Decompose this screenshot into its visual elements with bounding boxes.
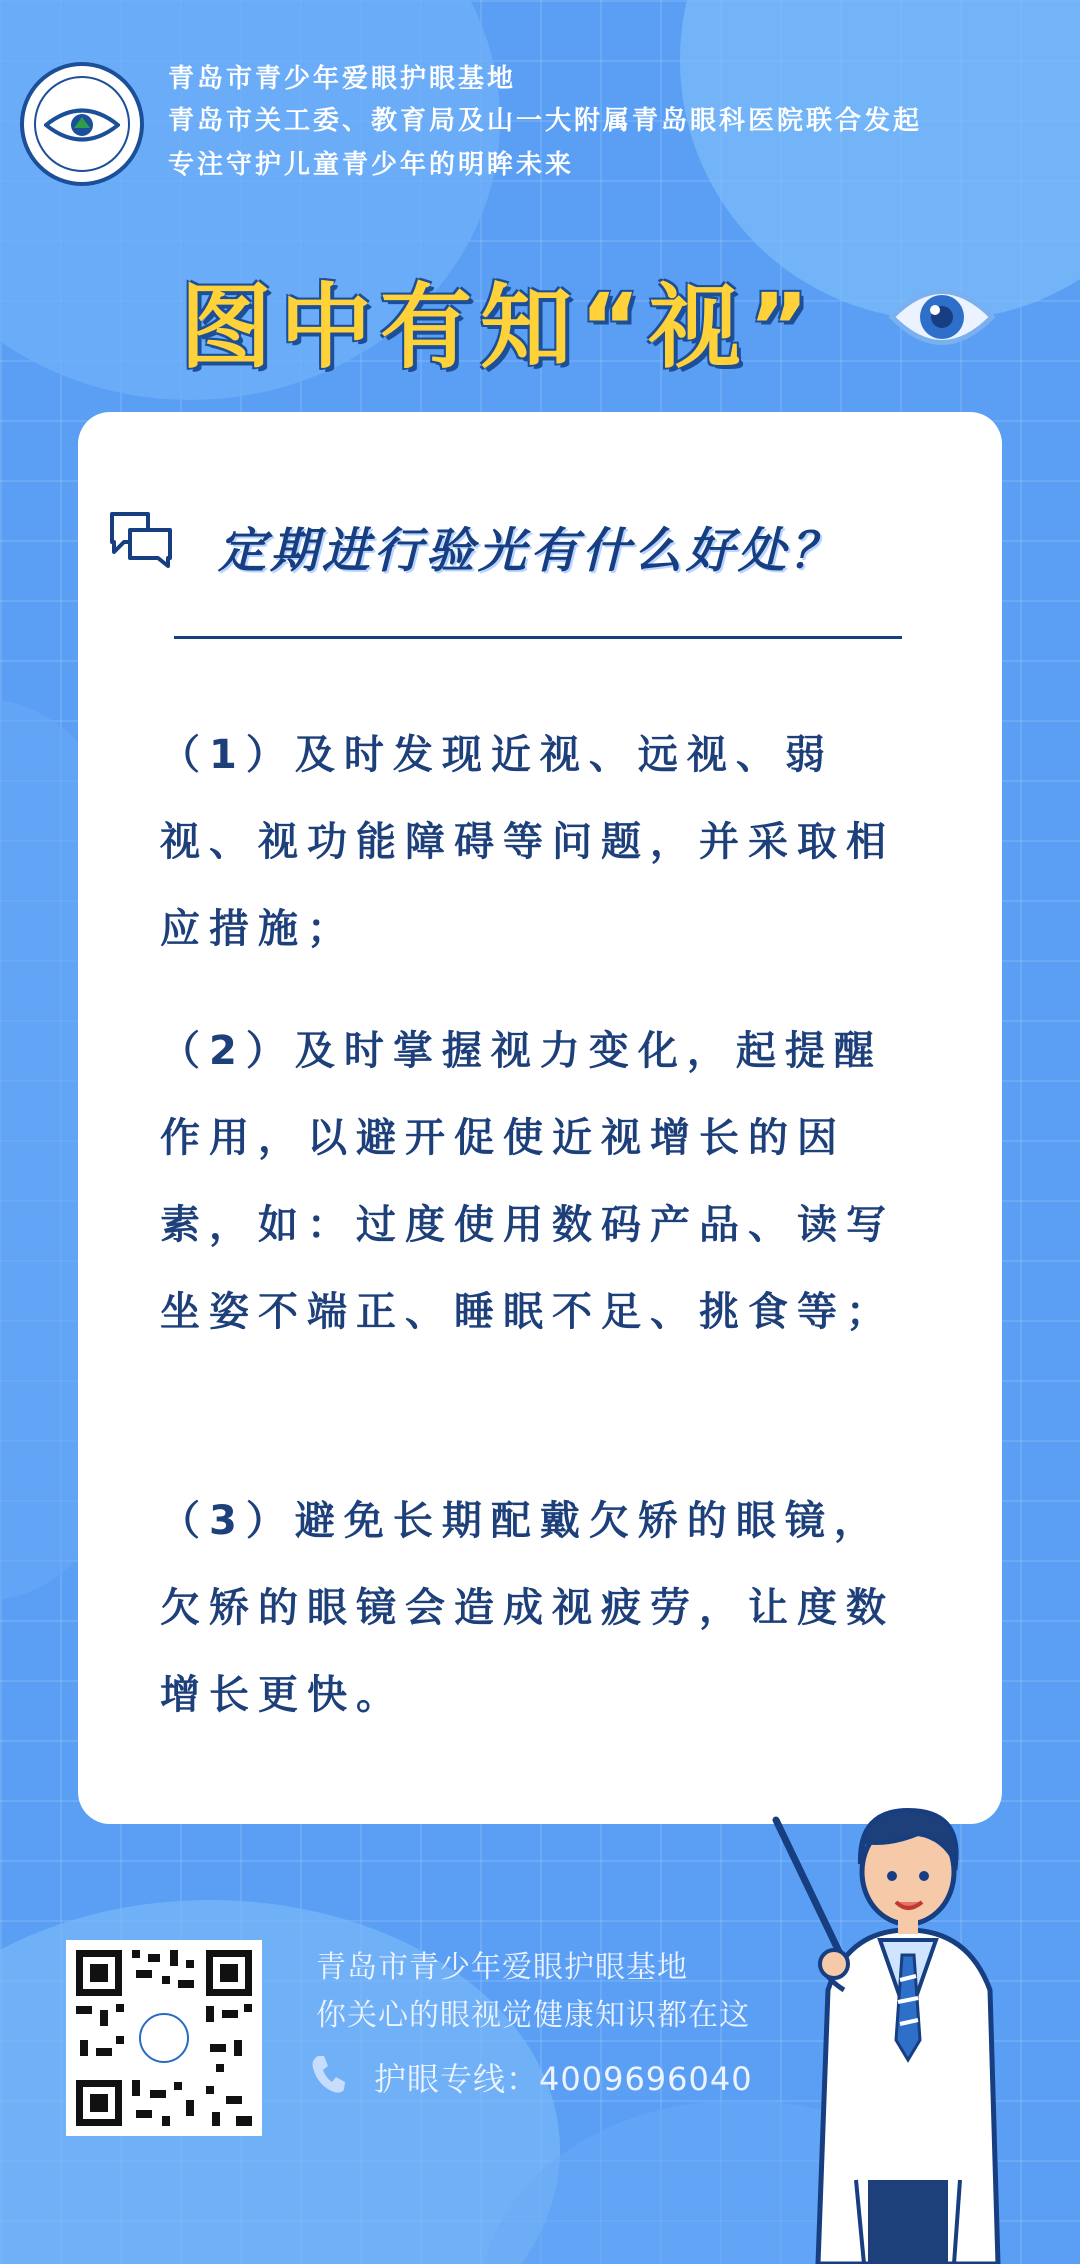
- qr-code[interactable]: [66, 1940, 262, 2136]
- answer-paragraph-2: （2）及时掌握视力变化，起提醒作用，以避开促使近视增长的因素，如：过度使用数码产品、读写坐姿不端正、睡眠不足、挑食等；: [160, 1028, 895, 1335]
- chat-bubble-icon: [108, 508, 174, 570]
- footer-org-name: 青岛市青少年爱眼护眼基地: [316, 1950, 688, 1985]
- page-title: 图中有知“视”: [180, 274, 817, 381]
- eye-icon: [888, 278, 996, 356]
- qr-logo-icon: [139, 2013, 189, 2063]
- org-initiators: 青岛市关工委、教育局及山一大附属青岛眼科医院联合发起: [168, 106, 923, 136]
- org-name: 青岛市青少年爱眼护眼基地: [168, 64, 517, 94]
- doctor-illustration: [758, 1780, 1058, 2264]
- footer-tagline: 你关心的眼视觉健康知识都在这: [316, 1998, 750, 2033]
- org-slogan: 专注守护儿童青少年的明眸未来: [168, 150, 575, 180]
- hospital-logo: [20, 62, 144, 186]
- question-heading: 定期进行验光有什么好处？: [218, 523, 843, 579]
- hotline-text[interactable]: 护眼专线：4009696040: [374, 2060, 753, 2098]
- divider: [174, 636, 902, 639]
- answer-paragraph-1: （1）及时发现近视、远视、弱视、视功能障碍等问题，并采取相应措施；: [160, 732, 895, 952]
- phone-icon: [310, 2054, 346, 2094]
- content-card: [78, 412, 1002, 1824]
- answer-paragraph-3: （3）避免长期配戴欠矫的眼镜，欠矫的眼镜会造成视疲劳，让度数增长更快。: [160, 1498, 895, 1718]
- logo-eye-icon: [44, 104, 120, 146]
